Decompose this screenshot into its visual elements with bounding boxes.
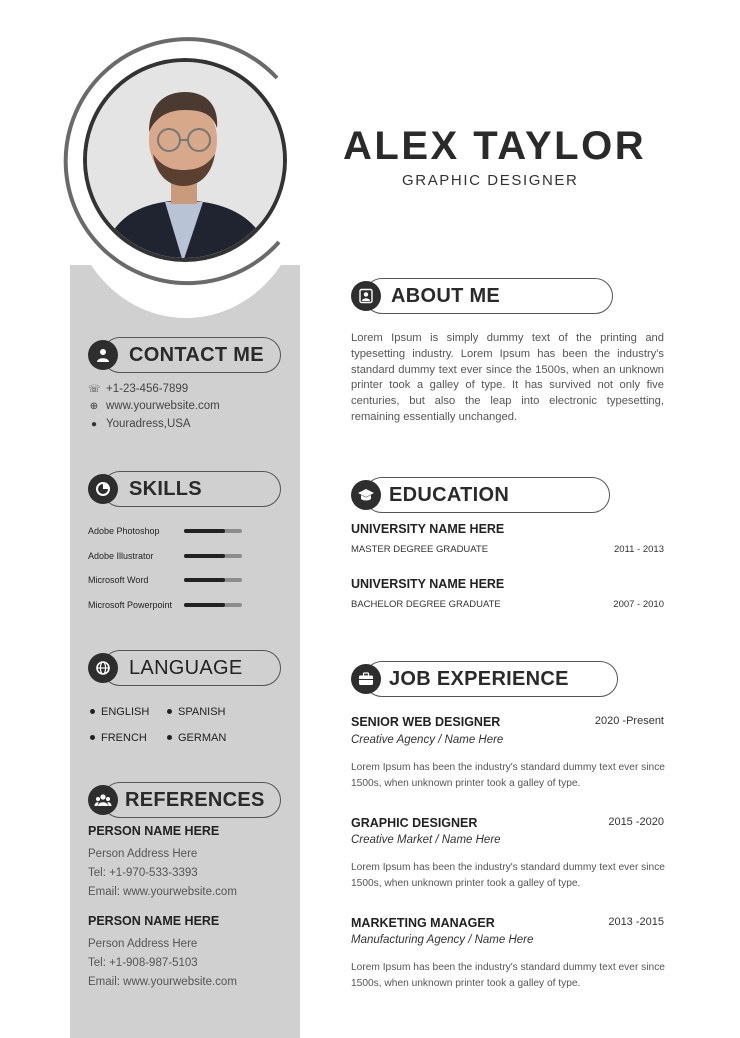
reference-address: Person Address Here	[88, 848, 198, 860]
about-text: Lorem Ipsum is simply dummy text of the printing and typesetting industry. Lorem Ipsum has been the industry's standard dummy text ever since the 1500s, when an unknown printer took a galley of type. It has survived not only five centuries, but also the leap into electronic typesetting, remaining essentially unchanged.	[351, 332, 664, 423]
job-company: Creative Agency / Name Here	[351, 734, 504, 746]
about-header	[364, 278, 613, 314]
skill-bar	[184, 529, 242, 533]
job-years: 2020 -Present	[594, 715, 664, 727]
globe-icon: ⊕	[89, 401, 99, 412]
skills-title: SKILLS	[129, 477, 202, 500]
skill-bar	[184, 578, 242, 582]
contact-website-row	[88, 400, 220, 412]
skills-header	[102, 471, 281, 507]
skill-label: Microsoft Word	[88, 575, 149, 585]
reference-tel: Tel: +1-908-987-5103	[88, 957, 198, 969]
skill-bar-fill	[184, 603, 225, 607]
education-school: UNIVERSITY NAME HERE	[351, 577, 505, 591]
job-header	[364, 661, 618, 697]
job-position: GRAPHIC DESIGNER	[351, 816, 478, 830]
phone-icon: ☏	[88, 384, 101, 395]
group-icon	[88, 785, 118, 815]
contact-address-row	[88, 418, 191, 430]
contact-title: CONTACT ME	[129, 343, 264, 366]
job-description: Lorem Ipsum has been the industry's standard dummy text ever since 1500s, when unknown printer took a galley of type.	[351, 962, 665, 989]
reference-name: PERSON NAME HERE	[88, 914, 220, 928]
reference-email: Email: www.yourwebsite.com	[88, 886, 237, 898]
location-pin-icon: ●	[90, 419, 98, 430]
reference-tel: Tel: +1-970-533-3393	[88, 867, 198, 879]
skill-bar	[184, 554, 242, 558]
reference-email: Email: www.yourwebsite.com	[88, 976, 237, 988]
job-description: Lorem Ipsum has been the industry's standard dummy text ever since 1500s, when unknown printer took a galley of type.	[351, 762, 665, 789]
language-header	[102, 650, 281, 686]
contact-website: www.yourwebsite.com	[106, 400, 220, 412]
education-years: 2011 - 2013	[613, 544, 664, 555]
graduation-cap-icon	[351, 480, 381, 510]
job-description: Lorem Ipsum has been the industry's standard dummy text ever since 1500s, when unknown printer took a galley of type.	[351, 862, 665, 889]
education-header	[364, 477, 610, 513]
language-label: SPANISH	[178, 706, 226, 718]
language-item	[167, 706, 225, 718]
job-position: SENIOR WEB DESIGNER	[351, 715, 501, 729]
contact-icon	[88, 340, 118, 370]
references-header	[102, 782, 281, 818]
contact-phone: +1-23-456-7899	[106, 383, 189, 395]
globe-icon	[88, 653, 118, 683]
education-title: EDUCATION	[389, 483, 510, 506]
reference-name: PERSON NAME HERE	[88, 824, 220, 838]
bullet-icon	[167, 709, 172, 714]
person-illustration	[87, 62, 283, 258]
bullet-icon	[90, 735, 95, 740]
contact-address: Youradress,USA	[106, 418, 191, 430]
job-company: Manufacturing Agency / Name Here	[351, 934, 534, 946]
skill-bar-fill	[184, 529, 225, 533]
references-title: REFERENCES	[125, 788, 265, 811]
briefcase-icon	[351, 664, 381, 694]
about-title: ABOUT ME	[391, 284, 501, 307]
contact-header	[102, 337, 281, 373]
contact-phone-row	[88, 383, 188, 395]
job-years: 2015 -2020	[608, 816, 664, 828]
skill-bar-fill	[184, 554, 225, 558]
bullet-icon	[167, 735, 172, 740]
job-title-header: JOB EXPERIENCE	[389, 667, 569, 690]
language-label: FRENCH	[101, 732, 147, 744]
language-label: ENGLISH	[101, 706, 150, 718]
pie-chart-icon	[88, 474, 118, 504]
education-degree: MASTER DEGREE GRADUATE	[351, 544, 489, 555]
user-badge-icon	[351, 281, 381, 311]
language-label: GERMAN	[178, 732, 227, 744]
skill-bar	[184, 603, 242, 607]
job-position: MARKETING MANAGER	[351, 916, 495, 930]
language-item	[90, 732, 147, 744]
job-years: 2013 -2015	[608, 916, 664, 928]
person-name: ALEX TAYLOR	[343, 124, 647, 168]
skill-label: Microsoft Powerpoint	[88, 600, 173, 610]
profile-photo	[83, 58, 287, 262]
job-company: Creative Market / Name Here	[351, 834, 501, 846]
education-school: UNIVERSITY NAME HERE	[351, 522, 505, 536]
language-item	[90, 706, 149, 718]
language-title: LANGUAGE	[129, 656, 243, 679]
profile-photo-area	[54, 30, 314, 320]
person-role: GRAPHIC DESIGNER	[402, 172, 579, 189]
skill-label: Adobe Photoshop	[88, 526, 160, 536]
education-years: 2007 - 2010	[613, 599, 664, 610]
reference-address: Person Address Here	[88, 938, 198, 950]
language-item	[167, 732, 226, 744]
skill-bar-fill	[184, 578, 225, 582]
bullet-icon	[90, 709, 95, 714]
skill-label: Adobe Illustrator	[88, 551, 154, 561]
education-degree: BACHELOR DEGREE GRADUATE	[351, 599, 501, 610]
